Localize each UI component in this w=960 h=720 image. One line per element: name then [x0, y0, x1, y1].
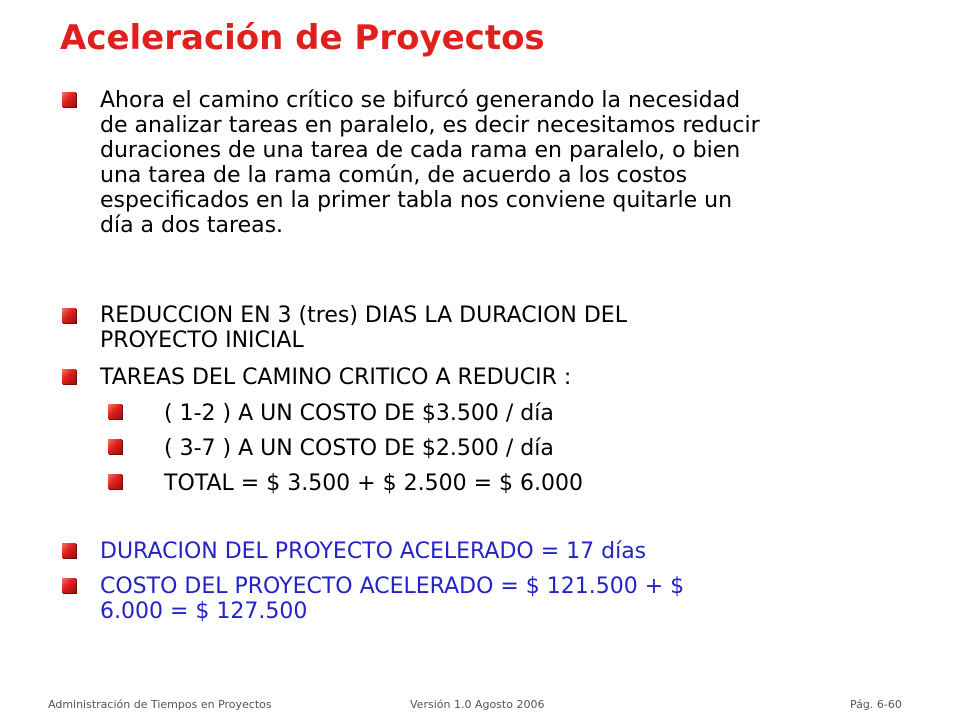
reduction-line: PROYECTO INICIAL — [100, 328, 304, 353]
task-item: ( 1-2 ) A UN COSTO DE $3.500 / día — [164, 401, 554, 426]
red-square-bullet-icon — [108, 439, 122, 454]
footer-page-number: Pág. 6-60 — [850, 698, 902, 711]
tasks-heading: TAREAS DEL CAMINO CRITICO A REDUCIR : — [100, 365, 572, 390]
total-item: TOTAL = $ 3.500 + $ 2.500 = $ 6.000 — [164, 471, 583, 496]
paragraph-line: Ahora el camino crítico se bifurcó generando la necesidad — [100, 88, 741, 113]
footer-version-date: Versión 1.0 Agosto 2006 — [410, 698, 545, 711]
paragraph-line: de analizar tareas en paralelo, es decir necesitamos reducir — [100, 113, 760, 138]
red-square-bullet-icon — [108, 404, 122, 419]
footer-course-name: Administración de Tiempos en Proyectos — [48, 698, 272, 711]
slide-title: Aceleración de Proyectos — [60, 18, 545, 58]
paragraph-line: duraciones de una tarea de cada rama en paralelo, o bien — [100, 138, 741, 163]
red-square-bullet-icon — [108, 474, 122, 489]
task-item: ( 3-7 ) A UN COSTO DE $2.500 / día — [164, 436, 554, 461]
paragraph-line: una tarea de la rama común, de acuerdo a los costos — [100, 163, 688, 188]
red-square-bullet-icon — [62, 308, 76, 323]
accelerated-cost-line: COSTO DEL PROYECTO ACELERADO = $ 121.500 + $ — [100, 574, 685, 599]
red-square-bullet-icon — [62, 92, 76, 107]
accelerated-duration: DURACION DEL PROYECTO ACELERADO = 17 días — [100, 539, 647, 564]
red-square-bullet-icon — [62, 578, 76, 593]
paragraph-line: especificados en la primer tabla nos conviene quitarle un — [100, 188, 733, 213]
paragraph-line: día a dos tareas. — [100, 213, 284, 238]
red-square-bullet-icon — [62, 543, 76, 558]
accelerated-cost-line: 6.000 = $ 127.500 — [100, 599, 308, 624]
red-square-bullet-icon — [62, 369, 76, 384]
reduction-line: REDUCCION EN 3 (tres) DIAS LA DURACION DEL — [100, 303, 627, 328]
